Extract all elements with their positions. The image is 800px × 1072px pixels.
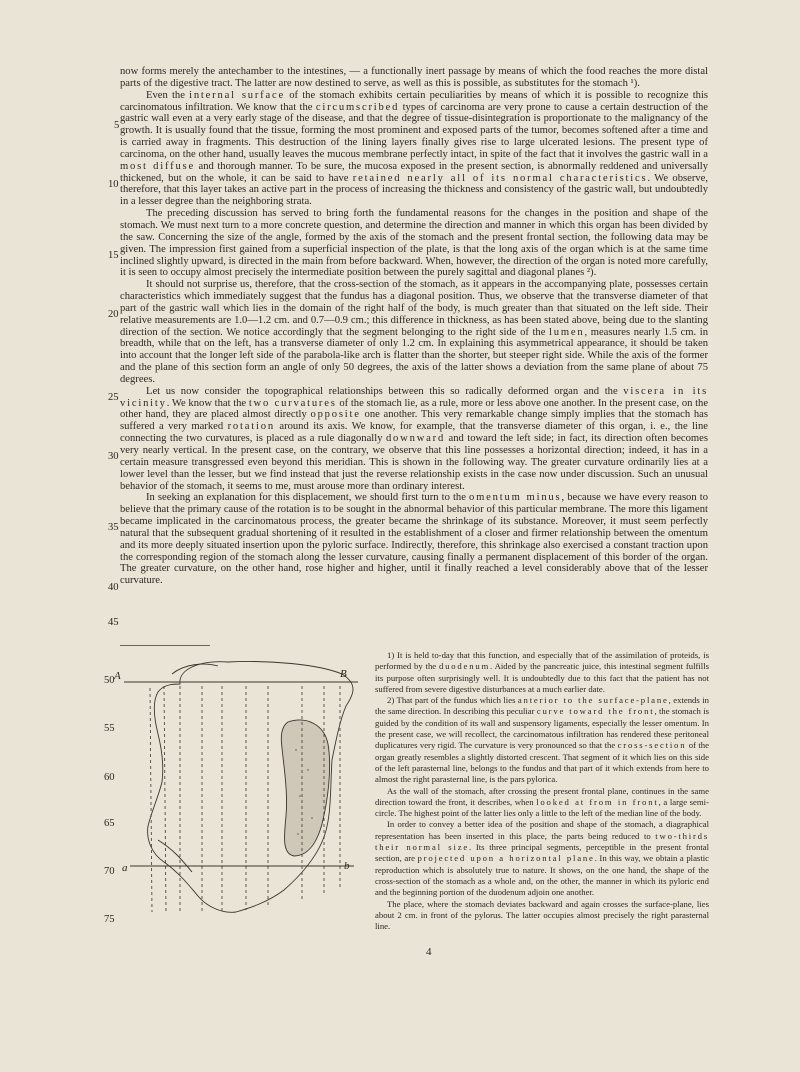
- paragraph-4: [120, 279, 708, 386]
- line-number: 75: [104, 914, 115, 925]
- text-run: and toward the left side; in fact, its direction often becomes very nearly vertical. In the present case, on the contrary, we observe that this line possesses a horizontal direction; indeed, it has in a certain measure transgressed even beyond this meridian. This is shown in the following way. The greater curvature ordinarily lies at a lower level than the lesser, but we find instead that just the reverse relationship exists in the case now under discussion. Such an unusual behavior of the stomach, it seems to me, must arouse more than ordinary interest.: [120, 433, 708, 492]
- cross-section: [281, 720, 329, 856]
- main-text: [120, 66, 708, 587]
- text-run: of the stomach exhibits certain peculiarities by means of which it is possible to recognize this carcinomatous infiltration. We know that the: [120, 89, 709, 113]
- footnote-5: The place, where the stomach deviates backward and again crosses the surface-plane, lies about 2 cm. in front of the pylorus. The latter occupies almost precisely the right parasternal line.: [375, 898, 709, 932]
- footnote-1: [375, 650, 709, 695]
- spaced-text: looked at from in front: [536, 796, 659, 807]
- line-number: 65: [104, 818, 115, 829]
- text-run: . We observe, therefore, that this layer takes an active part in the process of increasing the thickness and consistency of the gastric wall, but undoubtedly in a lesser degree than the neighboring strata.: [120, 172, 708, 208]
- stipple-dot: [307, 769, 309, 771]
- footnote-2: [375, 695, 709, 785]
- spaced-text: downward: [385, 433, 446, 445]
- paragraph-1: now forms merely the antechamber to the intestines, — a functionally inert passage by means of which the food reaches the more distal parts of the digestive tract. The latter are now destined to serve, as well as this is possible, as substitutes for the stomach ¹).: [120, 66, 708, 89]
- text-run: 2) That part of the fundus which lies: [387, 695, 518, 706]
- spaced-text: internal surface: [189, 89, 286, 101]
- text-run: In seeking an explanation for this displacement, we should first turn to the: [146, 492, 470, 504]
- text-run: It should not surprise us, therefore, that the cross-section of the stomach, as it appears in the accompanying plate, possesses certain characteristics which immediately suggest that the fundus has a diagonal position. Thus, we observe that the transverse diameter of that part of the gastric wall which lies in the domain of the right half of the body, is much greater than that situated on the left side. Their relative measurements are 1.0—1.2 cm. and 0.7—0.9 cm.; this difference in thickness, as has been stated above, being due to the slanting direction of the section. We notice accordingly that the segment belonging to the right side of the: [120, 279, 708, 338]
- paragraph-3: The preceding discussion has served to bring forth the fundamental reasons for the changes in the position and shape of the stomach. We must next turn to a more concrete question, and determine the direction and manner in which this organ has been divided by the saw. Concerning the size of the angle, formed by the axis of the stomach and the present frontal section, the following data may be given. The impression first gained from a superficial inspection of the plate, is that the long axis of the organ which is at the same time inclined slightly upward, is directed in the main from before backward. When, however, the direction of the organ is noted more carefully, it is seen to occupy almost precisely the intermediate position between the purely sagittal and diagonal planes ²).: [120, 208, 708, 279]
- text-run: and thorough manner. To be sure, the mucosa exposed in the present section, is abnormally reddened and universally thickened, but on the whole, it can be said to have: [120, 160, 708, 184]
- line-number: 60: [104, 772, 115, 783]
- text-run: . We know that the: [166, 397, 249, 409]
- spaced-text: curve toward the front: [536, 706, 655, 717]
- text-run: , measures nearly 1.5 cm. in breadth, while that on the left, has a transverse diameter of only 1.2 cm. In explaining this asymmetrical appearance, it should be taken into account that the longer left side of the parabola-like arch is flatter than the shorter, but steeper right side. While the axis of the former and the plane of this section form an angle of only 50 degrees, the axis of the latter shows a deviation from the same plane of about 75 degrees.: [120, 326, 708, 385]
- text-run: Even the: [146, 89, 190, 101]
- line-number: 70: [104, 866, 115, 877]
- text-run: , the stomach is guided by the condition of its wall and suspensory ligaments, especially the lesser omentum. In the present case, we will recollect, the carcinomatous infiltration has rendered these peritoneal duplicatures very rigid. The curvature is very pronounced so that the: [375, 706, 709, 751]
- figure-label-A: A: [114, 670, 121, 682]
- text-run: around its axis. We know, for example, that the transverse diameter of this organ, i. e., the line connecting the two curvatures, is placed as a rule diagonally: [120, 421, 708, 445]
- footnote-4: [375, 819, 709, 898]
- line-number: 50: [104, 675, 115, 686]
- line-number: 20: [108, 309, 119, 320]
- text-run: , because we have every reason to believe that the primary cause of the rotation is to be sought in the abnormal behavior of this particular membrane. The more this ligament became implicated in the carcinomatous process, the greater became the shrinkage of its substance. Moreover, it must seem perfectly natural that the subsequent gradual shortening of it resulted in the establishment of a closer and firmer relationship between the omentum and its more deeply situated insertion upon the pyloric surface. Indirectly, therefore, this shrinkage also exercised a constant traction upon the corresponding region of the stomach along the lesser curvature, causing finally a permanent displacement of this border of the organ. The greater curvature, on the other hand, rose higher and higher, until it finally reached a level considerably above that of the lesser curvature.: [120, 492, 708, 587]
- text-run: 1) It is held to-day that this function, and especially that of the assimilation of proteids, is performed by the: [375, 650, 709, 672]
- pylorus-contour: [158, 840, 192, 872]
- paragraph-5: [120, 386, 708, 493]
- figure-label-a: a: [122, 862, 128, 874]
- text-run: Let us now consider the topographical relationships between this so radically deformed organ and the: [146, 385, 624, 397]
- figure-label-b: b: [344, 860, 350, 872]
- text-run: As the wall of the stomach, after crossing the present frontal plane, continues in the same direction toward the front, it describes, when: [375, 785, 709, 807]
- footnote-divider: [120, 645, 210, 646]
- spaced-text: omentum minus: [469, 492, 562, 504]
- stipple-dot: [299, 795, 301, 797]
- line-number: 25: [108, 392, 119, 403]
- spaced-text: cross-section: [617, 740, 687, 751]
- spaced-text: rotation: [227, 421, 275, 433]
- dashed-projection-line: [150, 688, 152, 912]
- line-number: 15: [108, 250, 119, 261]
- paragraph-2: [120, 90, 708, 208]
- line-number: 40: [108, 582, 119, 593]
- spaced-text: circumscribed: [315, 101, 400, 113]
- stomach-diagram-svg: [118, 650, 363, 920]
- stomach-diagram: [114, 650, 363, 920]
- dashed-projection-line: [164, 686, 166, 912]
- spaced-text: anterior to the surface-plane: [517, 695, 669, 706]
- page-number: 4: [426, 946, 432, 958]
- line-number: 10: [108, 179, 119, 190]
- footnotes: [375, 650, 709, 932]
- spaced-text: projected upon a horizontal plane: [417, 853, 595, 864]
- line-number: 30: [108, 451, 119, 462]
- text-run: , a large semi-circle. The highest point of the latter lies only a little to the left of the median line of the body.: [375, 796, 709, 819]
- text-run: . Aided by the pancreatic juice, this intestinal segment fulfills its purpose often surprisingly well. It is undoubtedly due to this fact that the patient has not suffered from severe digestive disturbances at a much earlier date.: [375, 661, 709, 694]
- line-number: 5: [114, 120, 120, 131]
- spaced-text: duodenum: [438, 661, 491, 672]
- text-run: of the stomach lie, as a rule, more or less above one another. In the present case, on the other hand, they are placed almost directly: [120, 397, 709, 421]
- text-run: of the organ greatly resembles a slightly distorted crescent. That segment of it which lies on this side of the left parasternal line, belongs to the fundus and that part of it which extends from here to almost the right parasternal line, is the pars pylorica.: [375, 740, 710, 785]
- text-run: . Its three principal segments, perceptible in the present frontal section, are: [375, 842, 709, 864]
- text-run: types of carcinoma are very prone to cause a certain destruction of the gastric wall even at a very early stage of the disease, and that the degree of tissue-disintegration is proportionate to the malignancy of the growth. It is usually found that the tissue, forming the most prominent and exposed parts of the tumor, becomes softened after a time and is carried away in fragments. This destruction of the lining layers finally gives rise to large ulcerated lesions. The present type of carcinoma, on the other hand, usually leaves the mucous membrane perfectly intact, in spite of the fact that it involves the gastric wall in a: [120, 101, 708, 160]
- stipple-dot: [297, 833, 299, 835]
- text-run: In order to convey a better idea of the position and shape of the stomach, a diagraphical representation has been inserted in this place, the parts being reduced to: [375, 819, 709, 841]
- footnote-3: [375, 786, 709, 820]
- text-run: one another. This very remarkable change simply implies that the stomach has suffered a very marked: [120, 409, 708, 433]
- spaced-text: two-thirds their normal size: [375, 830, 709, 853]
- spaced-text: two curvatures: [248, 397, 337, 409]
- spaced-text: retained nearly all of its normal characteristics: [352, 172, 648, 184]
- spaced-text: most diffuse: [120, 160, 195, 172]
- spaced-text: lumen: [549, 326, 585, 338]
- line-number: 35: [108, 522, 119, 533]
- spaced-text: viscera in its vicinity: [120, 385, 708, 409]
- line-number: 45: [108, 617, 119, 628]
- spaced-text: opposite: [310, 409, 361, 421]
- stipple-dot: [295, 749, 297, 751]
- figure-label-B: B: [340, 668, 347, 680]
- text-run: . In this way, we obtain a plastic reproduction which is absolutely true to nature. It shows, on the one hand, the shape of the cross-section of the stomach as a whole and, on the other, the manner in which its pyloric end and the beginning portion of the duodenum adjoin one another.: [375, 853, 710, 898]
- text-run: , extends in the same direction. In describing this peculiar: [375, 695, 709, 717]
- paragraph-6: [120, 492, 708, 587]
- line-number: 55: [104, 723, 115, 734]
- stipple-dot: [311, 817, 313, 819]
